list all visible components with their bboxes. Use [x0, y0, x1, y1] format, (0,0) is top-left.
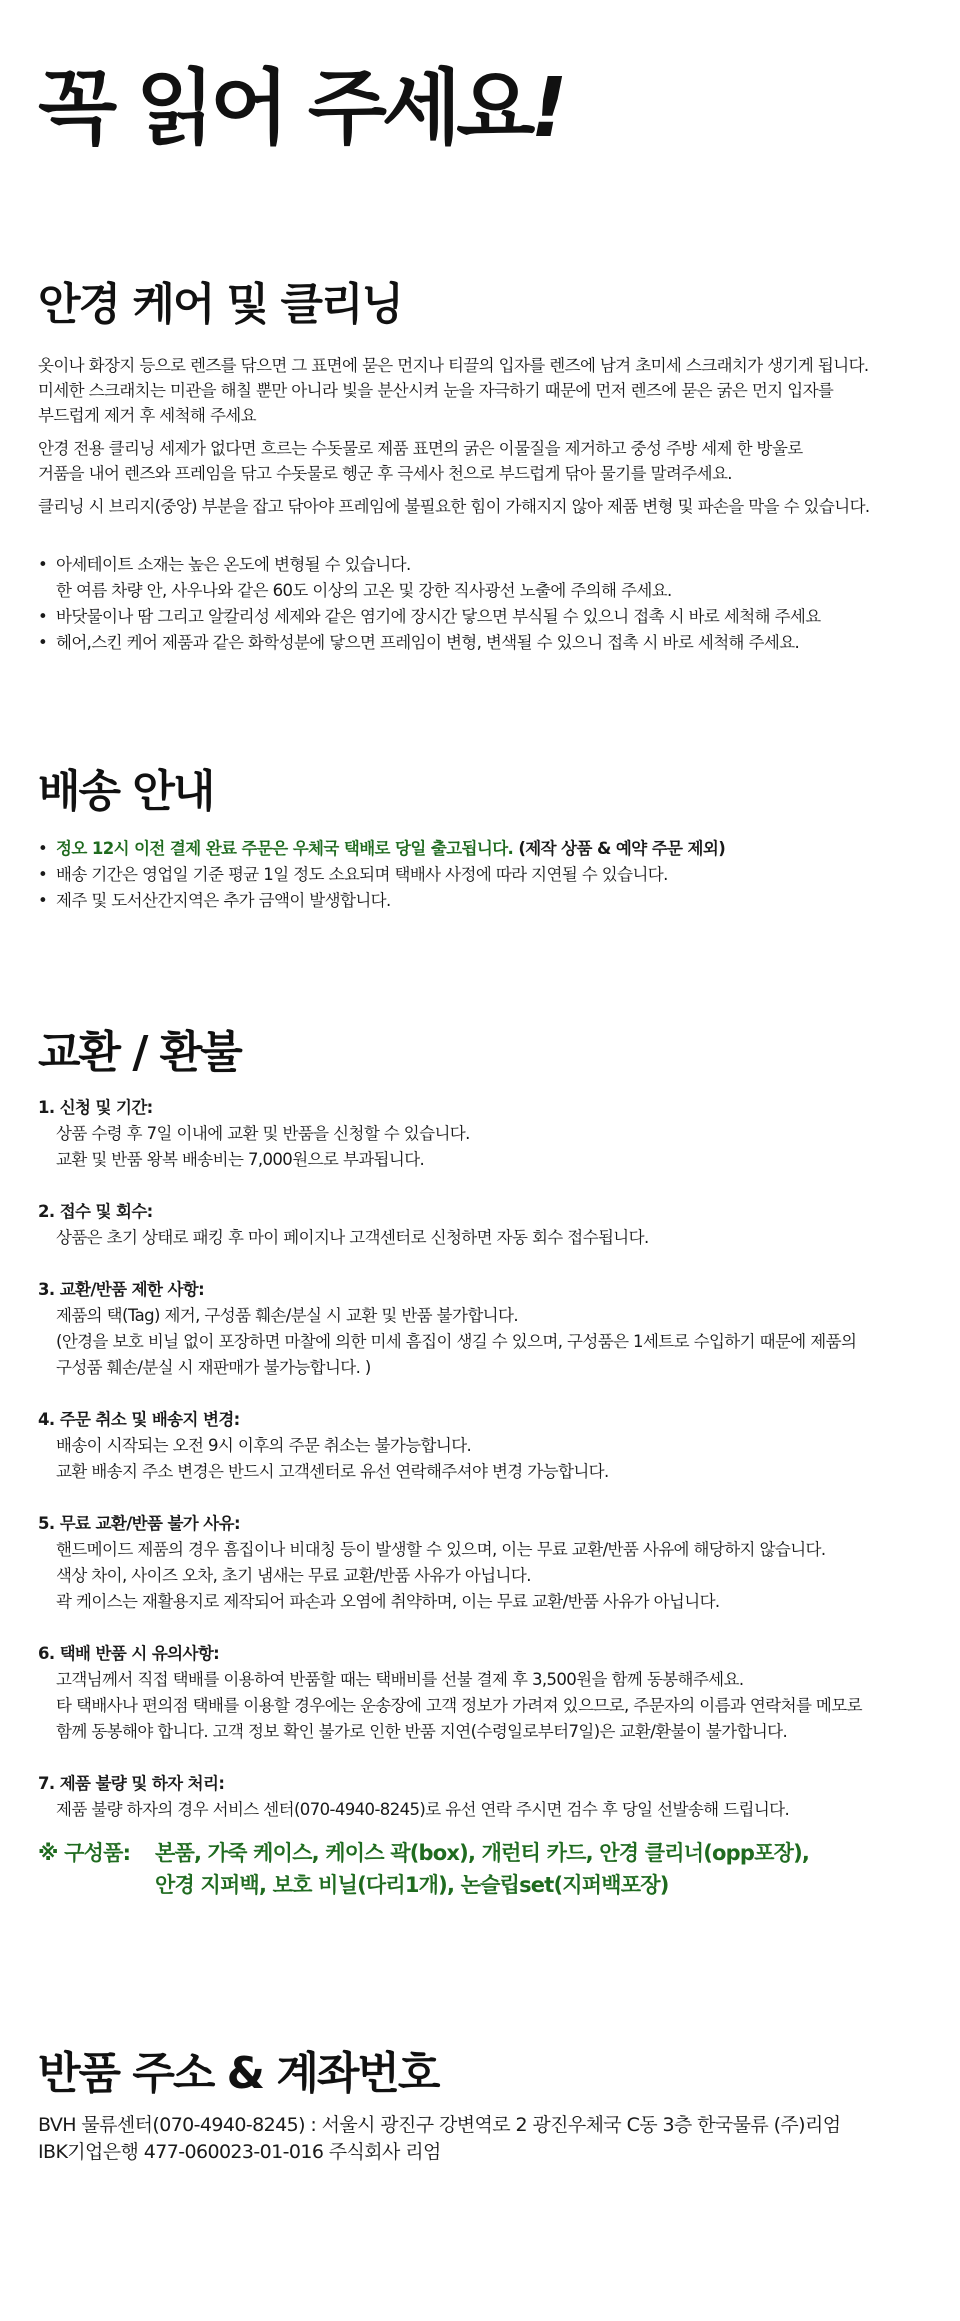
- care-bullet-list: [38, 552, 928, 656]
- refund-section: [38, 1027, 928, 1901]
- refund-item-line: 교환 배송지 주소 변경은 반드시 고객센터로 유선 연락해주셔야 변경 가능합니다.: [56, 1462, 609, 1481]
- care-paragraph-1: [38, 353, 928, 428]
- refund-item-head: 4. 주문 취소 및 배송지 변경:: [38, 1410, 240, 1429]
- refund-item-line: 곽 케이스는 재활용지로 제작되어 파손과 오염에 취약하며, 이는 무료 교환/반품 사유가 아닙니다.: [56, 1592, 720, 1611]
- care-paragraph-line: 거품을 내어 렌즈와 프레임을 닦고 수돗물로 헹군 후 극세사 천으로 부드럽게 닦아 물기를 말려주세요.: [38, 464, 732, 483]
- refund-item-head: 7. 제품 불량 및 하자 처리:: [38, 1774, 225, 1793]
- refund-item-2: [38, 1199, 928, 1251]
- care-bullet-text: 헤어,스킨 케어 제품과 같은 화학성분에 닿으면 프레임이 변형, 변색될 수 있으니 접촉 시 바로 세척해 주세요.: [56, 633, 800, 652]
- shipping-exclusion-note: (제작 상품 & 예약 주문 제외): [513, 839, 726, 858]
- shipping-bullet-item: • 정오 12시 이전 결제 완료 주문은 우체국 택배로 당일 출고됩니다. (제작 상품 & 예약 주문 제외): [38, 839, 726, 858]
- page-title: [38, 61, 563, 156]
- refund-item-3: [38, 1277, 928, 1381]
- care-bullet-item: • 바닷물이나 땀 그리고 알칼리성 세제와 같은 염기에 장시간 닿으면 부식될 수 있으니 접촉 시 바로 세척해 주세요: [38, 607, 821, 626]
- refund-item-line: 타 택배사나 편의점 택배를 이용할 경우에는 운송장에 고객 정보가 가려져 있으므로, 주문자의 이름과 연락처를 메모로: [56, 1696, 862, 1715]
- refund-item-line: 배송이 시작되는 오전 9시 이후의 주문 취소는 불가능합니다.: [56, 1436, 472, 1455]
- page-title-exclamation: !: [530, 61, 563, 156]
- refund-item-head: 1. 신청 및 기간:: [38, 1098, 153, 1117]
- shipping-bullet-text: 제주 및 도서산간지역은 추가 금액이 발생합니다.: [56, 891, 391, 910]
- refund-item-line: 색상 차이, 사이즈 오차, 초기 냄새는 무료 교환/반품 사유가 아닙니다.: [56, 1566, 531, 1585]
- refund-item-line: 상품은 초기 상태로 패킹 후 마이 페이지나 고객센터로 신청하면 자동 회수 접수됩니다.: [56, 1228, 649, 1247]
- care-bullet-text: 바닷물이나 땀 그리고 알칼리성 세제와 같은 염기에 장시간 닿으면 부식될 수 있으니 접촉 시 바로 세척해 주세요: [56, 607, 821, 626]
- return-address: BVH 물류센터(070-4940-8245) : 서울시 광진구 강변역로 2 광진우체국 C동 3층 한국물류 (주)리엄: [38, 2114, 841, 2136]
- shipping-section: [38, 766, 928, 914]
- care-title: 안경 케어 및 클리닝: [38, 279, 402, 330]
- components-line: 본품, 가죽 케이스, 케이스 곽(box), 개런티 카드, 안경 클리너(opp포장),: [155, 1841, 810, 1865]
- refund-item-5: [38, 1511, 928, 1615]
- care-bullet-item: • 헤어,스킨 케어 제품과 같은 화학성분에 닿으면 프레임이 변형, 변색될 수 있으니 접촉 시 바로 세척해 주세요.: [38, 633, 800, 652]
- refund-item-line: 함께 동봉해야 합니다. 고객 정보 확인 불가로 인한 반품 지연(수령일로부터7일)은 교환/환불이 불가합니다.: [56, 1722, 788, 1741]
- care-paragraph-line: 부드럽게 제거 후 세척해 주세요: [38, 406, 256, 425]
- care-section: [38, 279, 928, 656]
- page-title-text: 꼭 읽어 주세요: [38, 61, 531, 156]
- components-label: ※ 구성품:: [38, 1841, 131, 1865]
- address-section: [38, 2048, 928, 2166]
- care-paragraph-line: 클리닝 시 브리지(중앙) 부분을 잡고 닦아야 프레임에 불필요한 힘이 가해지지 않아 제품 변형 및 파손을 막을 수 있습니다.: [38, 497, 870, 516]
- care-paragraph-3: [38, 494, 928, 519]
- refund-title: 교환 / 환불: [38, 1027, 241, 1078]
- shipping-title: 배송 안내: [38, 766, 214, 817]
- shipping-bullet-item: • 제주 및 도서산간지역은 추가 금액이 발생합니다.: [38, 891, 391, 910]
- refund-item-line: 고객님께서 직접 택배를 이용하여 반품할 때는 택배비를 선불 결제 후 3,500원을 함께 동봉해주세요.: [56, 1670, 744, 1689]
- refund-item-head: 2. 접수 및 회수:: [38, 1202, 153, 1221]
- refund-item-line: 구성품 훼손/분실 시 재판매가 불가능합니다. ): [56, 1358, 371, 1377]
- care-bullet-text: 한 여름 차량 안, 사우나와 같은 60도 이상의 고온 및 강한 직사광선 노출에 주의해 주세요.: [56, 581, 672, 600]
- refund-item-line: (안경을 보호 비닐 없이 포장하면 마찰에 의한 미세 흠집이 생길 수 있으며, 구성품은 1세트로 수입하기 때문에 제품의: [56, 1332, 857, 1351]
- care-paragraph-line: 미세한 스크래치는 미관을 해칠 뿐만 아니라 빛을 분산시켜 눈을 자극하기 때문에 먼저 렌즈에 묻은 굵은 먼지 입자를: [38, 381, 834, 400]
- refund-item-head: 5. 무료 교환/반품 불가 사유:: [38, 1514, 240, 1533]
- components-note: [38, 1837, 928, 1901]
- care-paragraph-2: [38, 436, 928, 486]
- care-paragraph-line: 옷이나 화장지 등으로 렌즈를 닦으면 그 표면에 묻은 먼지나 티끌의 입자를 렌즈에 남겨 초미세 스크래치가 생기게 됩니다.: [38, 356, 869, 375]
- care-bullet-item: • 아세테이트 소재는 높은 온도에 변형될 수 있습니다. 한 여름 차량 안, 사우나와 같은 60도 이상의 고온 및 강한 직사광선 노출에 주의해 주세요.: [38, 555, 672, 600]
- care-bullet-text: 아세테이트 소재는 높은 온도에 변형될 수 있습니다.: [56, 555, 411, 574]
- refund-item-line: 제품의 택(Tag) 제거, 구성품 훼손/분실 시 교환 및 반품 불가합니다.: [56, 1306, 518, 1325]
- shipping-bullet-list: [38, 836, 928, 914]
- bank-account: IBK기업은행 477-060023-01-016 주식회사 리엄: [38, 2141, 441, 2163]
- components-line: 안경 지퍼백, 보호 비닐(다리1개), 논슬립set(지퍼백포장): [155, 1873, 669, 1897]
- refund-item-head: 6. 택배 반품 시 유의사항:: [38, 1644, 220, 1663]
- refund-item-6: [38, 1641, 928, 1745]
- refund-item-head: 3. 교환/반품 제한 사항:: [38, 1280, 205, 1299]
- address-title: 반품 주소 & 계좌번호: [38, 2048, 439, 2099]
- same-day-shipping-note: 정오 12시 이전 결제 완료 주문은 우체국 택배로 당일 출고됩니다.: [56, 839, 514, 858]
- shipping-bullet-text: 배송 기간은 영업일 기준 평균 1일 정도 소요되며 택배사 사정에 따라 지연될 수 있습니다.: [56, 865, 668, 884]
- shipping-bullet-item: • 배송 기간은 영업일 기준 평균 1일 정도 소요되며 택배사 사정에 따라 지연될 수 있습니다.: [38, 865, 668, 884]
- components-list: [155, 1837, 809, 1901]
- refund-item-4: [38, 1407, 928, 1485]
- care-paragraph-line: 안경 전용 클리닝 세제가 없다면 흐르는 수돗물로 제품 표면의 굵은 이물질을 제거하고 중성 주방 세제 한 방울로: [38, 439, 803, 458]
- refund-item-line: 핸드메이드 제품의 경우 흠집이나 비대칭 등이 발생할 수 있으며, 이는 무료 교환/반품 사유에 해당하지 않습니다.: [56, 1540, 826, 1559]
- refund-item-1: [38, 1095, 928, 1173]
- refund-item-line: 상품 수령 후 7일 이내에 교환 및 반품을 신청할 수 있습니다.: [56, 1124, 470, 1143]
- refund-item-line: 제품 불량 하자의 경우 서비스 센터(070-4940-8245)로 유선 연락 주시면 검수 후 당일 선발송해 드립니다.: [56, 1800, 790, 1819]
- refund-item-line: 교환 및 반품 왕복 배송비는 7,000원으로 부과됩니다.: [56, 1150, 425, 1169]
- refund-item-7: [38, 1771, 928, 1823]
